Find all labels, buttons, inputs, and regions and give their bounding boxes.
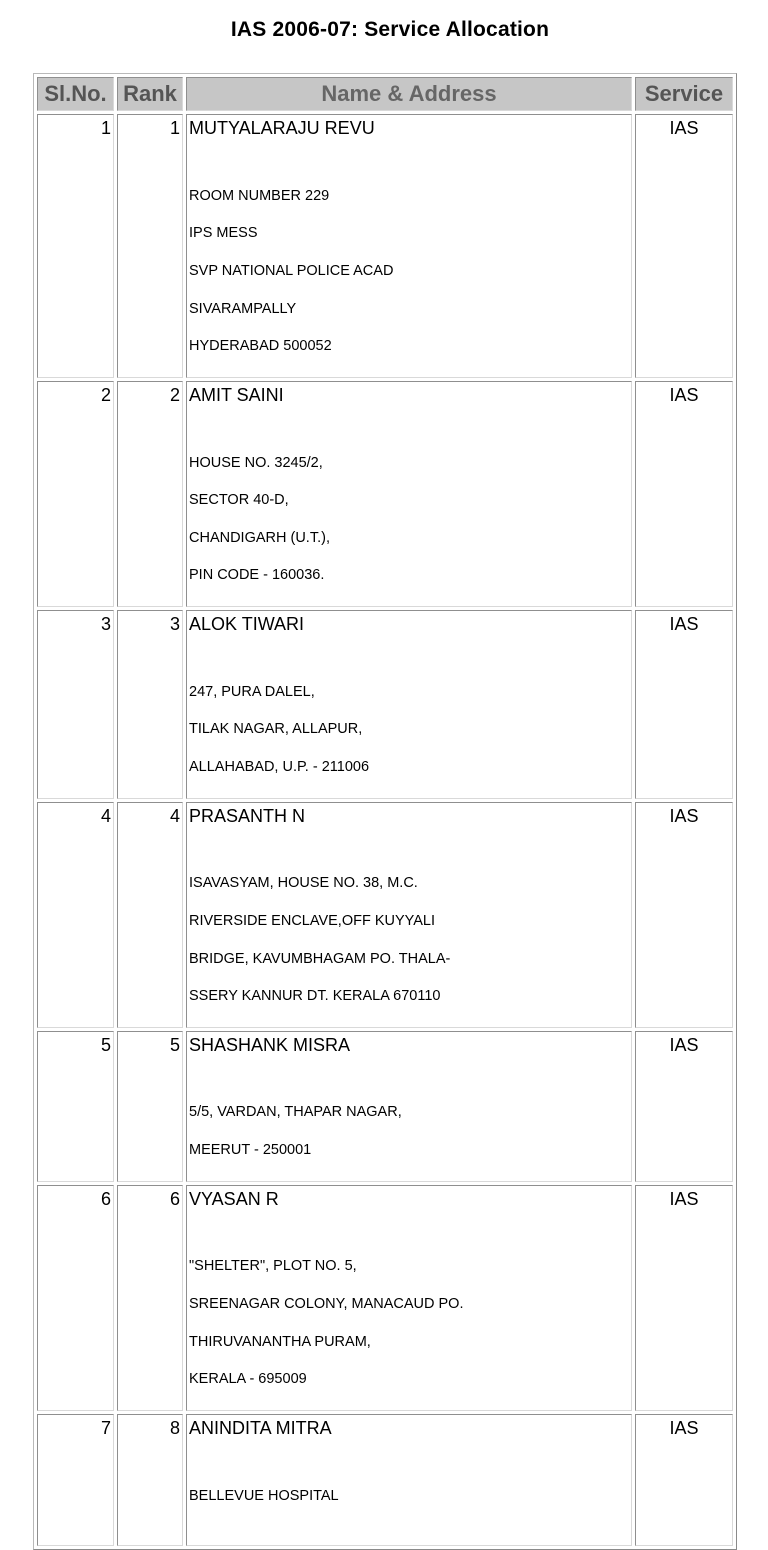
address-line: KERALA - 695009 — [189, 1371, 307, 1388]
sl-no-cell: 7 — [37, 1414, 114, 1546]
name-address-cell — [186, 1031, 632, 1182]
table-row — [37, 381, 733, 607]
table-row — [37, 1031, 733, 1182]
address-block — [189, 1468, 629, 1524]
address-line: SSERY KANNUR DT. KERALA 670110 — [189, 988, 441, 1005]
address-line: MEERUT - 250001 — [189, 1142, 312, 1159]
page-title: IAS 2006-07: Service Allocation — [230, 18, 550, 41]
person-name: VYASAN R — [189, 1188, 279, 1209]
person-name: AMIT SAINI — [189, 384, 284, 405]
address-line: THIRUVANANTHA PURAM, — [189, 1333, 371, 1350]
service-cell: IAS — [635, 802, 733, 1028]
address-block — [189, 435, 629, 604]
address-line: HOUSE NO. 3245/2, — [189, 454, 323, 471]
header-service: Service — [635, 77, 733, 111]
address-block — [189, 168, 629, 375]
table-row — [37, 802, 733, 1028]
table-row — [37, 114, 733, 378]
header-sl-no: Sl.No. — [37, 77, 114, 111]
address-line: TILAK NAGAR, ALLAPUR, — [189, 721, 363, 738]
sl-no-cell: 3 — [37, 610, 114, 799]
name-address-cell — [186, 802, 632, 1028]
name-address-cell — [186, 610, 632, 799]
sl-no-cell: 2 — [37, 381, 114, 607]
address-line: SECTOR 40-D, — [189, 492, 289, 509]
rank-cell: 8 — [117, 1414, 183, 1546]
person-name: SHASHANK MISRA — [189, 1034, 351, 1055]
person-name: PRASANTH N — [189, 805, 306, 826]
rank-cell: 6 — [117, 1185, 183, 1411]
address-line: ALLAHABAD, U.P. - 211006 — [189, 758, 370, 775]
address-line: RIVERSIDE ENCLAVE,OFF KUYYALI — [189, 912, 436, 929]
address-line: BELLEVUE HOSPITAL — [189, 1487, 339, 1504]
rank-cell: 3 — [117, 610, 183, 799]
person-name: ALOK TIWARI — [189, 613, 305, 634]
address-line: BRIDGE, KAVUMBHAGAM PO. THALA- — [189, 950, 451, 967]
sl-no-cell: 6 — [37, 1185, 114, 1411]
address-line: SVP NATIONAL POLICE ACAD — [189, 262, 394, 279]
address-line: ISAVASYAM, HOUSE NO. 38, M.C. — [189, 875, 418, 892]
name-address-cell — [186, 114, 632, 378]
address-line: HYDERABAD 500052 — [189, 338, 332, 355]
person-name: ANINDITA MITRA — [189, 1417, 332, 1438]
address-block — [189, 664, 629, 796]
address-line: SIVARAMPALLY — [189, 300, 297, 317]
person-name: MUTYALARAJU REVU — [189, 118, 375, 138]
table-row — [37, 1414, 733, 1546]
address-block — [189, 856, 629, 1025]
service-cell: IAS — [635, 610, 733, 799]
table-row — [37, 1185, 733, 1411]
address-line: CHANDIGARH (U.T.), — [189, 529, 330, 546]
allocation-table-wrapper — [33, 73, 737, 1550]
rank-cell: 2 — [117, 381, 183, 607]
name-address-cell — [186, 1185, 632, 1411]
sl-no-cell: 4 — [37, 802, 114, 1028]
address-line: IPS MESS — [189, 225, 258, 242]
name-address-cell — [186, 1414, 632, 1546]
address-line: "SHELTER", PLOT NO. 5, — [189, 1258, 357, 1275]
service-cell: IAS — [635, 114, 733, 378]
rank-cell: 5 — [117, 1031, 183, 1182]
table-row — [37, 610, 733, 799]
sl-no-cell: 5 — [37, 1031, 114, 1182]
address-line: SREENAGAR COLONY, MANACAUD PO. — [189, 1296, 464, 1313]
service-cell: IAS — [635, 1185, 733, 1411]
address-block — [189, 1239, 629, 1408]
header-name-address: Name & Address — [186, 77, 632, 111]
address-block — [189, 1085, 629, 1179]
name-address-cell — [186, 381, 632, 607]
address-line: 5/5, VARDAN, THAPAR NAGAR, — [189, 1104, 402, 1121]
address-line: ROOM NUMBER 229 — [189, 187, 330, 204]
sl-no-cell: 1 — [37, 114, 114, 378]
address-line: 247, PURA DALEL, — [189, 683, 315, 700]
allocation-table — [33, 73, 737, 1550]
service-cell: IAS — [635, 1414, 733, 1546]
rank-cell: 1 — [117, 114, 183, 378]
address-line: PIN CODE - 160036. — [189, 567, 325, 584]
table-header-row — [37, 77, 733, 111]
service-cell: IAS — [635, 381, 733, 607]
header-rank: Rank — [117, 77, 183, 111]
table-body — [37, 114, 733, 1546]
rank-cell: 4 — [117, 802, 183, 1028]
service-cell: IAS — [635, 1031, 733, 1182]
